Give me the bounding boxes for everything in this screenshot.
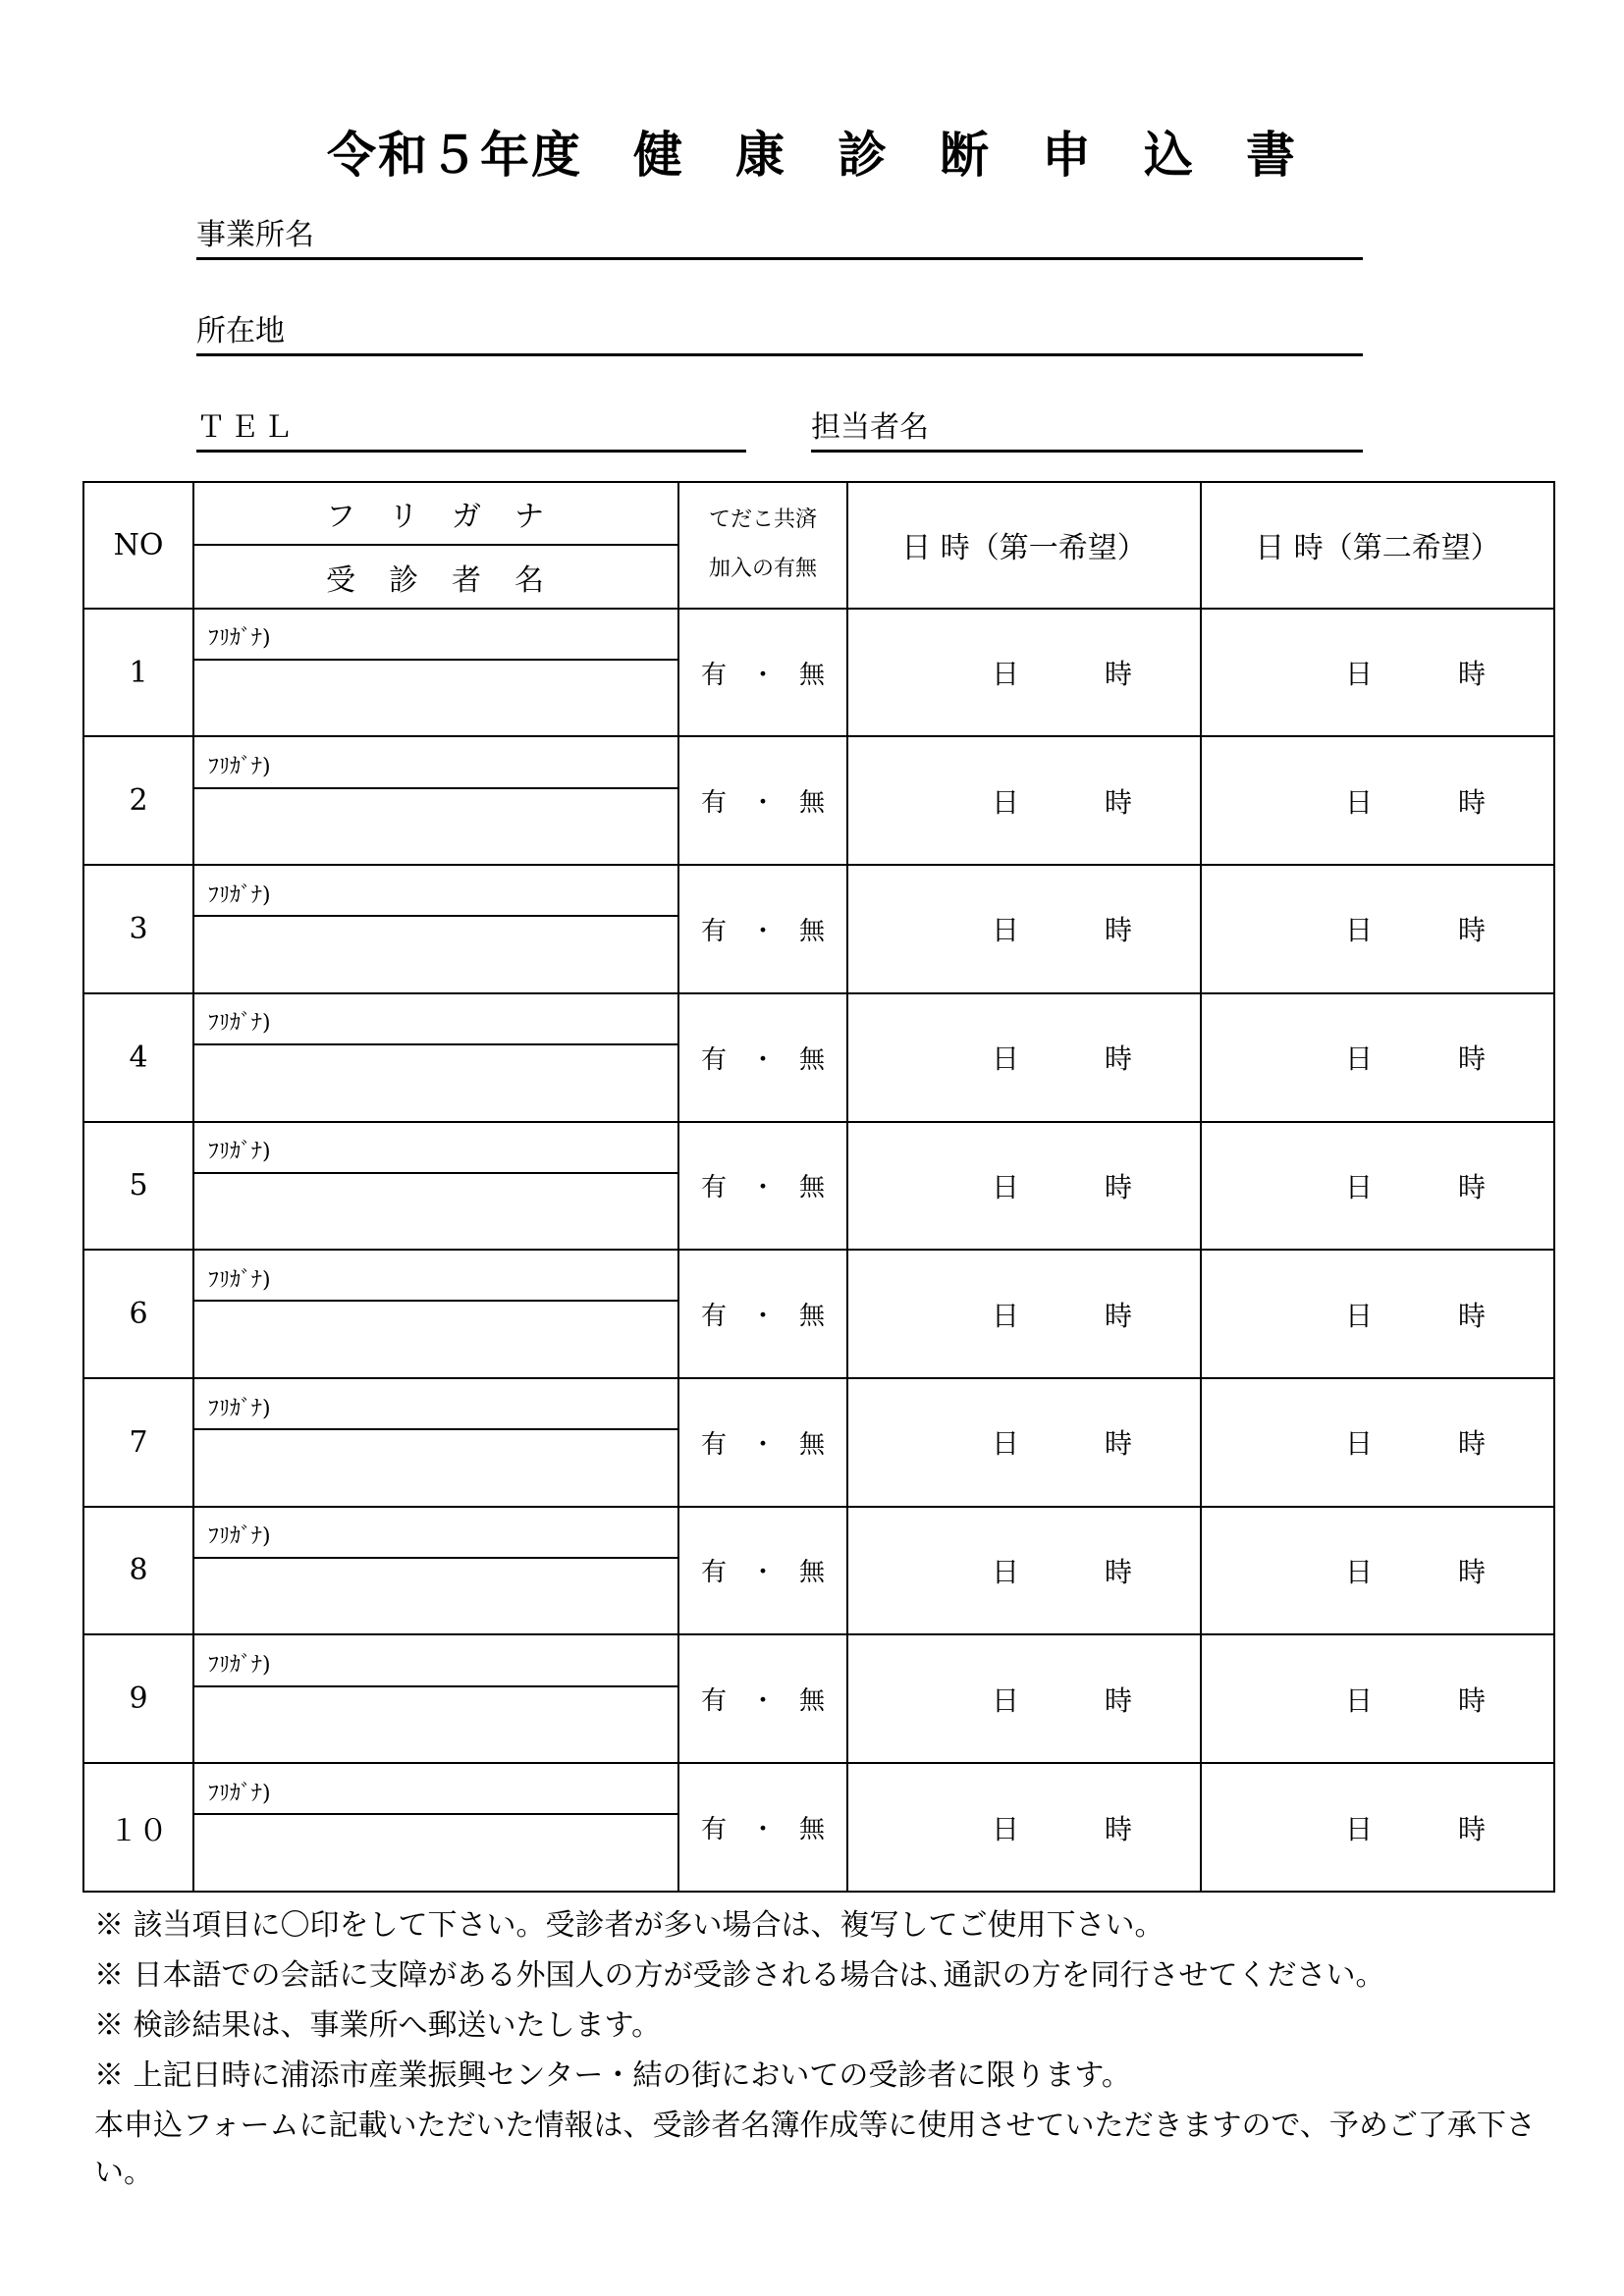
note-item: ※ 該当項目に〇印をして下さい。受診者が多い場合は、複写してご使用下さい。: [94, 1908, 1164, 1943]
contact-person-label: 担当者名: [811, 410, 929, 445]
patient-name-input[interactable]: [193, 1558, 678, 1634]
row-number: 4: [83, 993, 193, 1122]
first-choice-datetime[interactable]: [847, 865, 1201, 993]
row-number: 1: [83, 609, 193, 737]
separator-dot: ・: [749, 1302, 776, 1332]
header-first-choice: 日 時（第一希望）: [847, 482, 1201, 609]
time-label: 時: [1104, 1042, 1132, 1076]
time-label: 時: [1457, 1299, 1486, 1332]
day-label: 日: [991, 1555, 1019, 1588]
first-choice-datetime[interactable]: [847, 736, 1201, 865]
furigana-label: ﾌﾘｶﾞﾅ): [208, 1652, 271, 1678]
day-label: 日: [1344, 1299, 1373, 1332]
table-row: [83, 1507, 1554, 1558]
row-number: １０: [83, 1763, 193, 1892]
header-no: NO: [83, 482, 193, 609]
day-label: 日: [1344, 1812, 1373, 1845]
tedako-yes-no[interactable]: [678, 1378, 847, 1507]
table-row: [83, 1122, 1554, 1173]
header-name: 受 診 者 名: [193, 545, 678, 608]
time-label: 時: [1457, 785, 1486, 819]
tedako-yes-no[interactable]: [678, 1250, 847, 1378]
time-label: 時: [1104, 1427, 1132, 1461]
application-table: [82, 481, 1555, 1893]
time-label: 時: [1104, 914, 1132, 947]
furigana-label: ﾌﾘｶﾞﾅ): [208, 1396, 271, 1421]
time-label: 時: [1104, 1170, 1132, 1203]
second-choice-datetime[interactable]: [1201, 1250, 1554, 1378]
day-label: 日: [1344, 1555, 1373, 1588]
yes-option[interactable]: 有: [700, 1173, 727, 1203]
day-label: 日: [991, 1812, 1019, 1845]
day-label: 日: [991, 1683, 1019, 1717]
no-option[interactable]: 無: [798, 788, 825, 819]
tedako-yes-no[interactable]: [678, 993, 847, 1122]
furigana-input[interactable]: [193, 993, 678, 1044]
tedako-yes-no[interactable]: [678, 736, 847, 865]
time-label: 時: [1457, 914, 1486, 947]
contact-person-field[interactable]: [811, 399, 1363, 453]
patient-name-input[interactable]: [193, 1173, 678, 1250]
time-label: 時: [1457, 1042, 1486, 1076]
header-second-choice: 日 時（第二希望）: [1201, 482, 1554, 609]
privacy-notice: 本申込フォームに記載いただいた情報は、受診者名簿作成等に使用させていただきますので、予めご了承下さい。: [94, 2109, 1536, 2190]
row-number: 6: [83, 1250, 193, 1378]
note-item: ※ 検診結果は、事業所へ郵送いたします。: [94, 2008, 662, 2043]
yes-option[interactable]: 有: [700, 1686, 727, 1717]
tel-label: ＴＥＬ: [196, 410, 297, 445]
no-option[interactable]: 無: [798, 1173, 825, 1203]
table-row: [83, 1250, 1554, 1301]
no-option[interactable]: 無: [798, 916, 825, 946]
tedako-yes-no[interactable]: [678, 1507, 847, 1635]
time-label: 時: [1104, 1812, 1132, 1845]
yes-option[interactable]: 有: [700, 788, 727, 819]
time-label: 時: [1457, 658, 1486, 691]
header-furigana: フ リ ガ ナ: [193, 482, 678, 545]
no-option[interactable]: 無: [798, 1044, 825, 1075]
furigana-label: ﾌﾘｶﾞﾅ): [208, 755, 271, 780]
second-choice-datetime[interactable]: [1201, 1122, 1554, 1251]
page-title: 令和５年度 健 康 診 断 申 込 書: [327, 127, 1297, 184]
table-row: [83, 865, 1554, 916]
note-item: ※ 日本語での会話に支障がある外国人の方が受診される場合は､通訳の方を同行させてください。: [94, 1958, 1385, 1993]
patient-name-input[interactable]: [193, 788, 678, 865]
day-label: 日: [1344, 1427, 1373, 1461]
second-choice-datetime[interactable]: [1201, 609, 1554, 737]
furigana-label: ﾌﾘｶﾞﾅ): [208, 1140, 271, 1165]
no-option[interactable]: 無: [798, 660, 825, 690]
office-name-label: 事業所名: [196, 218, 314, 252]
row-number: 8: [83, 1507, 193, 1635]
table-row: [83, 1378, 1554, 1429]
second-choice-datetime[interactable]: [1201, 865, 1554, 993]
time-label: 時: [1104, 1299, 1132, 1332]
table-row: [83, 736, 1554, 787]
tedako-yes-no[interactable]: [678, 1122, 847, 1251]
yes-option[interactable]: 有: [700, 1429, 727, 1460]
day-label: 日: [1344, 785, 1373, 819]
furigana-label: ﾌﾘｶﾞﾅ): [208, 1524, 271, 1550]
second-choice-datetime[interactable]: [1201, 1378, 1554, 1507]
no-option[interactable]: 無: [798, 1815, 825, 1844]
separator-dot: ・: [749, 1558, 776, 1588]
yes-option[interactable]: 有: [700, 916, 727, 946]
header-tedako: [678, 482, 847, 609]
day-label: 日: [1344, 1042, 1373, 1076]
first-choice-datetime[interactable]: [847, 1250, 1201, 1378]
day-label: 日: [991, 785, 1019, 819]
day-label: 日: [1344, 914, 1373, 947]
no-option[interactable]: 無: [798, 1686, 825, 1717]
day-label: 日: [1344, 658, 1373, 691]
day-label: 日: [1344, 1170, 1373, 1203]
furigana-input[interactable]: [193, 1250, 678, 1301]
separator-dot: ・: [749, 1429, 776, 1460]
time-label: 時: [1104, 658, 1132, 691]
tedako-yes-no[interactable]: [678, 1763, 847, 1892]
separator-dot: ・: [749, 1686, 776, 1717]
furigana-input[interactable]: [193, 1634, 678, 1685]
table-row: [83, 1634, 1554, 1685]
patient-name-input[interactable]: [193, 1301, 678, 1377]
day-label: 日: [991, 1170, 1019, 1203]
separator-dot: ・: [749, 1044, 776, 1075]
first-choice-datetime[interactable]: [847, 609, 1201, 737]
time-label: 時: [1104, 1555, 1132, 1588]
furigana-input[interactable]: [193, 1507, 678, 1558]
office-name-field[interactable]: [196, 206, 1363, 260]
day-label: 日: [1344, 1683, 1373, 1717]
yes-option[interactable]: 有: [700, 1815, 727, 1844]
tedako-yes-no[interactable]: [678, 1634, 847, 1763]
time-label: 時: [1457, 1170, 1486, 1203]
no-option[interactable]: 無: [798, 1429, 825, 1460]
yes-option[interactable]: 有: [700, 1302, 727, 1332]
separator-dot: ・: [749, 1815, 776, 1844]
table-row: [83, 609, 1554, 660]
first-choice-datetime[interactable]: [847, 1378, 1201, 1507]
first-choice-datetime[interactable]: [847, 993, 1201, 1122]
first-choice-datetime[interactable]: [847, 1634, 1201, 1763]
yes-option[interactable]: 有: [700, 660, 727, 690]
patient-name-input[interactable]: [193, 1429, 678, 1506]
patient-name-input[interactable]: [193, 916, 678, 992]
second-choice-datetime[interactable]: [1201, 1634, 1554, 1763]
furigana-input[interactable]: [193, 1763, 678, 1814]
separator-dot: ・: [749, 660, 776, 690]
furigana-label: ﾌﾘｶﾞﾅ): [208, 1267, 271, 1293]
tedako-yes-no[interactable]: [678, 609, 847, 737]
day-label: 日: [991, 658, 1019, 691]
second-choice-datetime[interactable]: [1201, 1763, 1554, 1892]
separator-dot: ・: [749, 788, 776, 819]
day-label: 日: [991, 914, 1019, 947]
separator-dot: ・: [749, 916, 776, 946]
furigana-input[interactable]: [193, 1378, 678, 1429]
furigana-label: ﾌﾘｶﾞﾅ): [208, 882, 271, 908]
furigana-input[interactable]: [193, 736, 678, 787]
header-tedako-line2: 加入の有無: [708, 557, 817, 582]
address-field[interactable]: [196, 302, 1363, 356]
patient-name-input[interactable]: [193, 1814, 678, 1892]
time-label: 時: [1104, 1683, 1132, 1717]
first-choice-datetime[interactable]: [847, 1122, 1201, 1251]
tel-field[interactable]: [196, 399, 746, 453]
first-choice-datetime[interactable]: [847, 1507, 1201, 1635]
address-label: 所在地: [196, 314, 285, 348]
day-label: 日: [991, 1042, 1019, 1076]
second-choice-datetime[interactable]: [1201, 736, 1554, 865]
tedako-yes-no[interactable]: [678, 865, 847, 993]
time-label: 時: [1104, 785, 1132, 819]
second-choice-datetime[interactable]: [1201, 1507, 1554, 1635]
note-item: ※ 上記日時に浦添市産業振興センター・結の街においての受診者に限ります。: [94, 2058, 1131, 2093]
no-option[interactable]: 無: [798, 1302, 825, 1332]
notes-list: [94, 1900, 1577, 2101]
table-row: [83, 1763, 1554, 1814]
furigana-input[interactable]: [193, 609, 678, 660]
furigana-label: ﾌﾘｶﾞﾅ): [208, 1011, 271, 1037]
separator-dot: ・: [749, 1173, 776, 1203]
day-label: 日: [991, 1427, 1019, 1461]
row-number: 2: [83, 736, 193, 865]
header-tedako-line1: てだこ共済: [708, 507, 817, 533]
row-number: 9: [83, 1634, 193, 1763]
furigana-input[interactable]: [193, 1122, 678, 1173]
time-label: 時: [1457, 1427, 1486, 1461]
furigana-label: ﾌﾘｶﾞﾅ): [208, 626, 271, 652]
patient-name-input[interactable]: [193, 1686, 678, 1763]
furigana-label: ﾌﾘｶﾞﾅ): [208, 1781, 271, 1806]
row-number: 7: [83, 1378, 193, 1507]
no-option[interactable]: 無: [798, 1558, 825, 1588]
patient-name-input[interactable]: [193, 660, 678, 736]
row-number: 3: [83, 865, 193, 993]
yes-option[interactable]: 有: [700, 1558, 727, 1588]
time-label: 時: [1457, 1683, 1486, 1717]
table-row: [83, 993, 1554, 1044]
patient-name-input[interactable]: [193, 1044, 678, 1121]
first-choice-datetime[interactable]: [847, 1763, 1201, 1892]
second-choice-datetime[interactable]: [1201, 993, 1554, 1122]
row-number: 5: [83, 1122, 193, 1251]
yes-option[interactable]: 有: [700, 1044, 727, 1075]
time-label: 時: [1457, 1812, 1486, 1845]
day-label: 日: [991, 1299, 1019, 1332]
furigana-input[interactable]: [193, 865, 678, 916]
time-label: 時: [1457, 1555, 1486, 1588]
